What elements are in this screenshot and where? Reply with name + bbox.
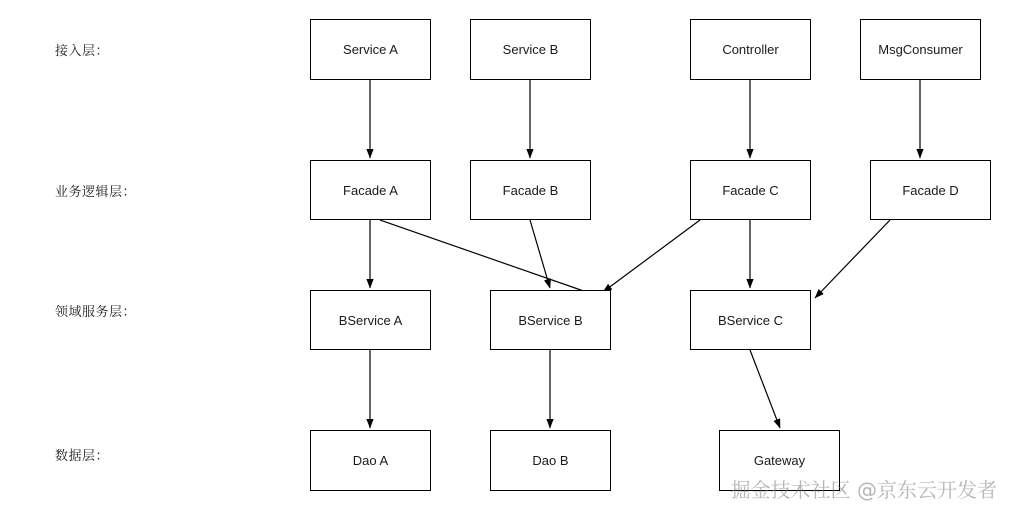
node-facadeB[interactable]: Facade B: [470, 160, 591, 220]
node-facadeA[interactable]: Facade A: [310, 160, 431, 220]
layer-label-biz: 业务逻辑层：: [55, 184, 137, 199]
edge-facadeD-to-bserviceC: [815, 220, 890, 298]
node-bserviceC[interactable]: BService C: [690, 290, 811, 350]
node-daoA[interactable]: Dao A: [310, 430, 431, 491]
node-bserviceB[interactable]: BService B: [490, 290, 611, 350]
node-facadeC[interactable]: Facade C: [690, 160, 811, 220]
node-msgConsumer[interactable]: MsgConsumer: [860, 19, 981, 80]
edge-facadeA-to-bserviceB: [380, 220, 598, 296]
edge-bserviceC-to-gateway: [750, 350, 780, 428]
node-daoB[interactable]: Dao B: [490, 430, 611, 491]
node-controller[interactable]: Controller: [690, 19, 811, 80]
edge-facadeC-to-bserviceB: [603, 220, 700, 292]
node-facadeD[interactable]: Facade D: [870, 160, 991, 220]
node-serviceB[interactable]: Service B: [470, 19, 591, 80]
node-serviceA[interactable]: Service A: [310, 19, 431, 80]
layer-label-data: 数据层：: [55, 448, 110, 463]
edge-facadeB-to-bserviceB: [530, 220, 550, 288]
layer-label-access: 接入层：: [55, 43, 110, 58]
watermark: 掘金技术社区 @京东云开发者: [730, 478, 997, 502]
edge-group: [370, 80, 920, 428]
layer-label-domain: 领域服务层：: [55, 304, 137, 319]
node-gateway[interactable]: Gateway: [719, 430, 840, 491]
node-bserviceA[interactable]: BService A: [310, 290, 431, 350]
